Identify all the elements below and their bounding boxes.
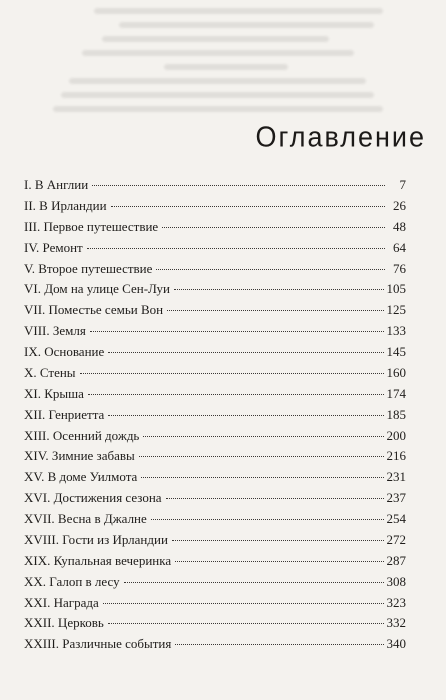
- dot-leader: [174, 289, 384, 290]
- toc-entry-page: 254: [386, 511, 406, 526]
- toc-entry: [24, 175, 406, 196]
- toc-entry: [24, 488, 406, 509]
- toc-entry: [24, 634, 406, 655]
- toc-entry-label: XX. Галоп в лесу: [24, 573, 120, 589]
- toc-entry-page: 105: [386, 281, 406, 297]
- dot-leader: [156, 269, 385, 270]
- toc-entry-page: 133: [386, 323, 406, 339]
- dot-leader: [108, 352, 383, 353]
- toc-entry-label: XXI. Награда: [24, 594, 99, 610]
- dot-leader: [143, 436, 383, 437]
- dot-leader: [167, 310, 383, 311]
- dot-leader: [141, 477, 383, 478]
- toc-entry-label: VI. Дом на улице Сен-Луи: [24, 281, 170, 297]
- toc-entry-page: 323: [386, 594, 406, 610]
- toc-entry: [24, 300, 406, 321]
- toc-entry-label: V. Второе путешествие: [24, 260, 153, 276]
- toc-entry-label: XIV. Зимние забавы: [24, 448, 135, 464]
- toc-entry-page: 308: [386, 573, 406, 589]
- toc-entry-label: II. В Ирландии: [24, 197, 107, 213]
- toc-entry-page: 272: [386, 531, 406, 547]
- toc-entry-page: 332: [386, 615, 406, 631]
- toc-entry-label: XIII. Осенний дождь: [24, 427, 140, 443]
- toc-entry-label: XI. Крыша: [24, 385, 84, 401]
- bleed-through-text: [20, 0, 432, 130]
- dot-leader: [166, 498, 384, 499]
- dot-leader: [111, 206, 385, 207]
- dot-leader: [162, 227, 385, 228]
- toc-entry-page: 125: [386, 302, 406, 318]
- toc-entry: [24, 196, 406, 217]
- toc-entry-label: IX. Основание: [24, 344, 105, 359]
- toc-entry-label: XIX. Купальная вечеринка: [24, 552, 172, 568]
- toc-entry: [24, 593, 406, 614]
- dot-leader: [175, 561, 383, 562]
- dot-leader: [92, 185, 385, 186]
- dot-leader: [87, 248, 385, 249]
- toc-entry: [24, 363, 406, 384]
- toc-entry-label: XII. Генриетта: [24, 406, 105, 422]
- toc-entry-page: 340: [386, 636, 406, 652]
- toc-entry-label: III. Первое путешествие: [24, 218, 159, 234]
- toc-entry-label: IV. Ремонт: [24, 239, 83, 255]
- dot-leader: [151, 519, 384, 520]
- toc-entry-page: 287: [386, 552, 406, 568]
- toc-entry: [24, 426, 406, 447]
- toc-entry: [24, 467, 406, 488]
- toc-entry-label: I. В Англии: [24, 177, 89, 192]
- toc-entry-page: 200: [386, 427, 406, 443]
- toc-entry-page: 76: [393, 260, 406, 276]
- toc-entry: [24, 238, 406, 259]
- toc-entry-page: 7: [399, 177, 406, 192]
- toc-entry-page: 237: [386, 490, 406, 506]
- toc-entry: [24, 446, 406, 467]
- toc-entry-page: 174: [386, 385, 406, 401]
- table-of-contents: [24, 175, 406, 655]
- toc-entry: [24, 530, 406, 551]
- dot-leader: [80, 373, 384, 374]
- toc-entry: [24, 217, 406, 238]
- dot-leader: [90, 331, 384, 332]
- toc-entry-label: XV. В доме Уилмота: [24, 469, 138, 485]
- toc-entry: [24, 509, 406, 530]
- toc-entry-page: 160: [386, 364, 406, 380]
- dot-leader: [124, 582, 384, 583]
- dot-leader: [103, 603, 384, 604]
- toc-entry: [24, 551, 406, 572]
- toc-entry: [24, 259, 406, 280]
- toc-entry-page: 48: [393, 218, 406, 234]
- dot-leader: [108, 415, 383, 416]
- dot-leader: [172, 540, 384, 541]
- dot-leader: [108, 623, 384, 624]
- toc-entry-page: 145: [386, 344, 406, 359]
- dot-leader: [175, 644, 383, 645]
- toc-entry-page: 216: [386, 448, 406, 464]
- toc-entry-label: VII. Поместье семьи Вон: [24, 302, 164, 318]
- toc-entry-page: 64: [393, 239, 406, 255]
- toc-entry: [24, 405, 406, 426]
- toc-entry-page: 26: [393, 197, 406, 213]
- toc-entry: [24, 384, 406, 405]
- dot-leader: [88, 394, 384, 395]
- toc-entry-label: XVI. Достижения сезона: [24, 490, 162, 506]
- toc-entry: [24, 279, 406, 300]
- toc-entry: [24, 572, 406, 593]
- toc-entry: [24, 613, 406, 634]
- toc-entry-label: XVIII. Гости из Ирландии: [24, 531, 168, 547]
- toc-entry-label: X. Стены: [24, 364, 76, 380]
- toc-entry-label: VIII. Земля: [24, 323, 86, 339]
- toc-entry: [24, 321, 406, 342]
- toc-entry: [24, 342, 406, 363]
- toc-entry-label: XXII. Церковь: [24, 615, 104, 631]
- dot-leader: [139, 456, 384, 457]
- toc-entry-page: 185: [386, 406, 406, 422]
- toc-entry-label: XXIII. Различные события: [24, 636, 172, 652]
- page-title: Оглавление: [255, 121, 426, 153]
- toc-entry-page: 231: [386, 469, 406, 485]
- toc-entry-label: XVII. Весна в Джалне: [24, 511, 147, 526]
